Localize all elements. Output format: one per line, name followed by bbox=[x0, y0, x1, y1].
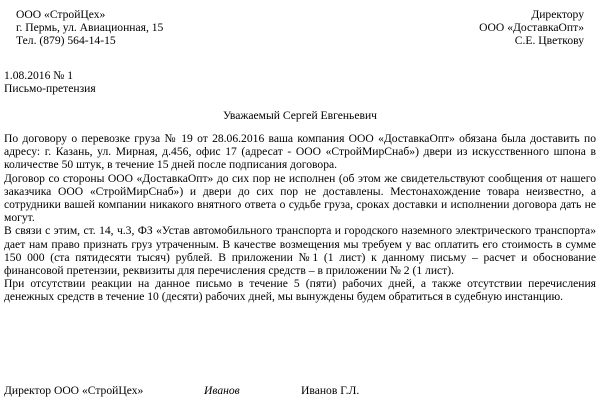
date-number: 1.08.2016 № 1 bbox=[4, 69, 74, 82]
signature-name: Иванов Г.Л. bbox=[301, 384, 360, 397]
document-type: Письмо-претензия bbox=[4, 82, 96, 96]
handwritten-signature: Иванов bbox=[204, 384, 240, 397]
signature-position: Директор ООО «СтройЦех» bbox=[4, 384, 144, 397]
paragraph-claim: В связи с этим, ст. 14, ч.3, ФЗ «Устав автомобильного транспорта и городского наземного электрического транспорта» дает нам право признать груз утраченным. В качестве возмещения мы требуем у вас оплатить его стоимость в сумме 150 000 (ста пятидесяти тысяч) рублей. В приложении №1 (1 лист) к данному письму – расчет и обоснование финансовой претензии, реквизиты для перечисления средств – в приложении № 2 (1 лист). bbox=[4, 224, 596, 278]
paragraph-contract: По договору о перевозке груза № 19 от 28.06.2016 ваша компания ООО «ДоставкаОпт» обязана была доставить по адресу: г. Казань, ул. Мирная, д.456, офис 17 (адресат - ООО «СтройМирСнаб») двери из искусственного шпона в количестве 50 штук, в течение 15 дней после подписания договора. bbox=[4, 132, 596, 172]
sender-address: г. Пермь, ул. Авиационная, 15 bbox=[16, 21, 164, 35]
letter-meta bbox=[4, 69, 96, 95]
letter-body bbox=[4, 132, 596, 304]
sender-name: ООО «СтройЦех» bbox=[16, 8, 106, 21]
recipient-name: С.Е. Цветкову bbox=[514, 34, 584, 48]
recipient-company: ООО «ДоставкаОпт» bbox=[479, 21, 584, 35]
signature-block bbox=[4, 384, 596, 398]
sender-block bbox=[16, 8, 163, 48]
recipient-block bbox=[479, 8, 584, 48]
paragraph-breach: Договор со стороны ООО «ДоставкаОпт» до сих пор не исполнен (об этом же свидетельствуют сообщения от нашего заказчика ООО «СтройМирСнаб») и двери до сих пор не доставлены. Местонахождение товара неизвестно, а сотрудники вашей компании никакого внятного ответа о судьбе груза, сроках доставки и исполнении договора дать не могут. bbox=[4, 171, 596, 225]
salutation: Уважаемый Сергей Евгеньевич bbox=[222, 109, 378, 122]
paragraph-warning: При отсутствии реакции на данное письмо в течение 5 (пяти) рабочих дней, а также отсутствии перечисления денежных средств в течение 10 (десяти) рабочих дней, мы вынуждены будем обратиться в судебную инстанцию. bbox=[4, 277, 596, 304]
recipient-position: Директору bbox=[531, 8, 584, 21]
sender-phone: Тел. (879) 564-14-15 bbox=[16, 34, 116, 48]
